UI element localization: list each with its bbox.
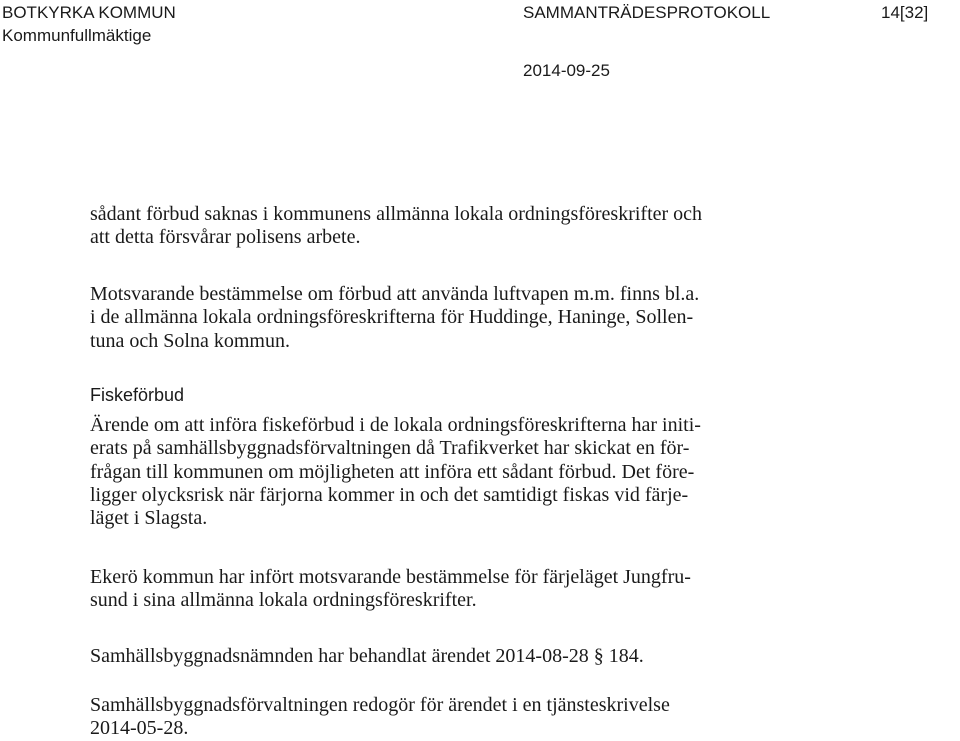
text-line: att detta försvårar polisens arbete. <box>90 226 361 249</box>
paragraph-report <box>90 694 670 741</box>
document-title: SAMMANTRÄDESPROTOKOLL <box>523 3 771 22</box>
text-line: Samhällsbyggnadsförvaltningen redogör för ärendet i en tjänsteskrivelse <box>90 694 670 716</box>
paragraph-air-guns <box>90 283 699 353</box>
text-line: 2014-05-28. <box>90 717 189 740</box>
text-line: tuna och Solna kommun. <box>90 329 290 352</box>
text-line: sådant förbud saknas i kommunens allmänna lokala ordningsföreskrifter och <box>90 203 703 225</box>
meeting-date: 2014-09-25 <box>523 61 610 80</box>
paragraph-committee <box>90 645 644 668</box>
text-line: Samhällsbyggnadsnämnden har behandlat ärendet 2014-08-28 § 184. <box>90 645 644 667</box>
page-number: 14[32] <box>881 3 929 22</box>
text-line: Motsvarande bestämmelse om förbud att använda luftvapen m.m. finns bl.a. <box>90 283 700 305</box>
text-line: Ekerö kommun har infört motsvarande bestämmelse för färjeläget Jungfru- <box>90 566 691 588</box>
text-line: i de allmänna lokala ordningsföreskrifterna för Huddinge, Haninge, Sollen- <box>90 306 694 329</box>
organization-name: BOTKYRKA KOMMUN <box>2 3 176 22</box>
text-line: frågan till kommunen om möjligheten att införa ett sådant förbud. Det före- <box>90 460 695 483</box>
text-line: sund i sina allmänna lokala ordningsföreskrifter. <box>90 589 477 612</box>
text-line: läget i Slagsta. <box>90 507 208 530</box>
text-line: Ärende om att införa fiskeförbud i de lokala ordningsföreskrifterna har initi- <box>90 414 701 436</box>
paragraph-ekero <box>90 566 691 613</box>
paragraph-fishing-ban <box>90 414 701 530</box>
text-line: erats på samhällsbyggnadsförvaltningen då Trafikverket har skickat en för- <box>90 437 690 460</box>
section-heading: Fiskeförbud <box>90 385 185 405</box>
paragraph-police <box>90 203 702 250</box>
body-name: Kommunfullmäktige <box>2 26 152 45</box>
text-line: ligger olycksrisk när färjorna kommer in och det samtidigt fiskas vid färje- <box>90 483 689 506</box>
